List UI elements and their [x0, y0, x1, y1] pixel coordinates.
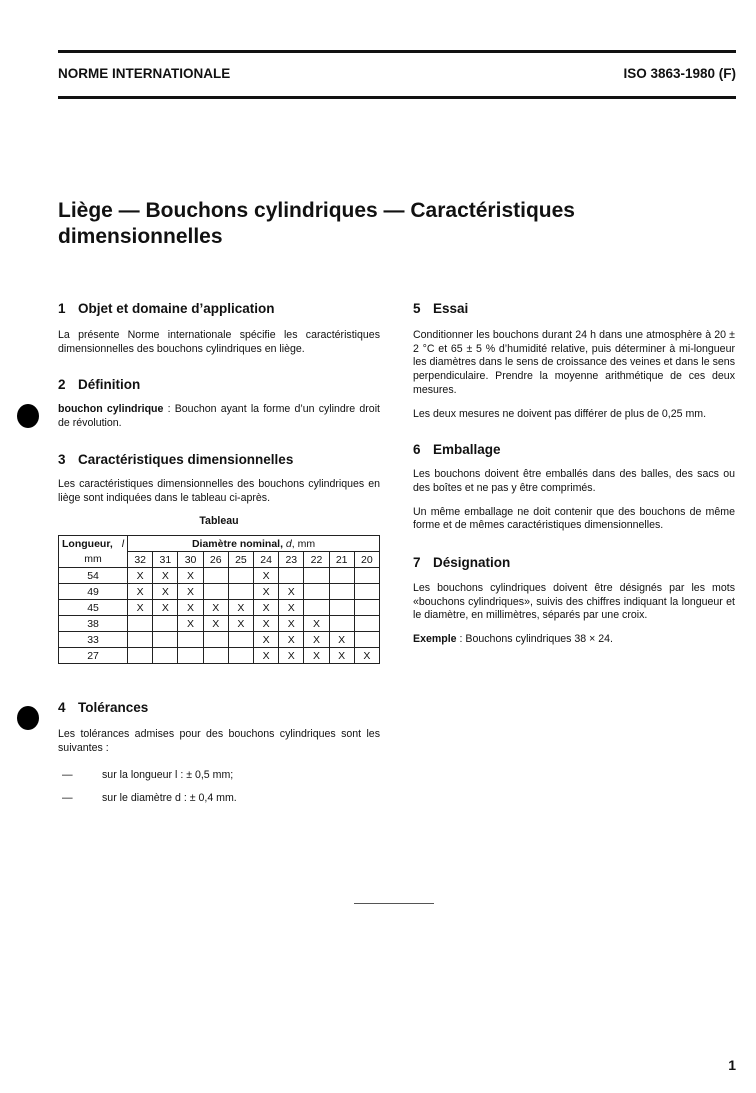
header-left: NORME INTERNATIONALE [58, 66, 231, 81]
table-cell [178, 648, 203, 664]
table-row [59, 584, 380, 600]
margin-dot-2 [17, 706, 39, 730]
length-cell: 54 [59, 568, 128, 584]
tolerance-diameter: — sur le diamètre d : ± 0,4 mm. [62, 792, 237, 805]
dimensions-table [58, 535, 380, 664]
table-cell: X [228, 600, 253, 616]
section-5-text-2: Les deux mesures ne doivent pas différer de plus de 0,25 mm. [413, 407, 707, 420]
table-cell: X [329, 648, 354, 664]
table-row [59, 600, 380, 616]
table-cell [354, 632, 379, 648]
section-4-heading: 4 Tolérances [58, 700, 149, 716]
table-cell: X [153, 568, 178, 584]
corner-header: Longueur, l [59, 536, 128, 552]
section-6-text-2: Un même emballage ne doit contenir que des bouchons de même forme et de mêmes caractéristiques dimensionnelles. [413, 505, 735, 532]
table-label: Tableau [199, 515, 239, 528]
section-2-heading: 2 Définition [58, 377, 141, 393]
table-cell: X [153, 584, 178, 600]
table-cell: X [178, 616, 203, 632]
table-cell [354, 568, 379, 584]
length-cell: 49 [59, 584, 128, 600]
top-rule [58, 50, 736, 53]
table-cell [329, 568, 354, 584]
table-row [59, 568, 380, 584]
table-cell [354, 600, 379, 616]
table-cell: X [178, 600, 203, 616]
table-cell [304, 584, 329, 600]
table-cell: X [128, 568, 153, 584]
table-cell: X [254, 616, 279, 632]
table-cell: X [254, 632, 279, 648]
table-cell [153, 648, 178, 664]
table-cell: X [178, 584, 203, 600]
section-3-heading: 3 Caractéristiques dimensionnelles [58, 451, 294, 467]
table-cell [178, 632, 203, 648]
header-rule [58, 96, 736, 99]
table-cell [279, 568, 304, 584]
table-cell: X [254, 584, 279, 600]
table-cell [304, 568, 329, 584]
table-row [59, 632, 380, 648]
table-cell: X [203, 600, 228, 616]
table-cell: X [279, 584, 304, 600]
table-cell [304, 600, 329, 616]
right-column [413, 301, 735, 647]
table-cell [354, 616, 379, 632]
section-3-text: Les caractéristiques dimensionnelles des bouchons cylindriques en liège sont indiquées dans le tableau ci-après. [58, 477, 380, 504]
table-cell: X [228, 616, 253, 632]
table-cell [228, 584, 253, 600]
table-cell [203, 568, 228, 584]
length-cell: 33 [59, 632, 128, 648]
table-cell [228, 568, 253, 584]
tolerance-length: — sur la longueur l : ± 0,5 mm; [62, 768, 234, 781]
table-cell [203, 648, 228, 664]
section-5-text-1: Conditionner les bouchons durant 24 h dans une atmosphère à 20 ± 2 °C et 65 ± 5 % d’humidité relative, puis déterminer à mi-longueur les diamètres dans le sens de croissance des veines et dans le sens perpendiculaire. Prendre la moyenne arithmétique de ces deux mesures. [413, 329, 735, 396]
section-7-text: Les bouchons cylindriques doivent être désignés par les mots «bouchons cylindriques», suivis des chiffres indiquant la longueur et le diamètre, en millimètres, séparés par une croix. [413, 582, 735, 622]
end-rule [354, 903, 434, 904]
table-cell: X [153, 600, 178, 616]
table-cell: X [203, 616, 228, 632]
diameter-header-cell: 24 [254, 552, 279, 568]
section-4-text: Les tolérances admises pour des bouchons cylindriques sont les suivantes : [58, 728, 380, 754]
page-number: 1 [728, 1057, 736, 1073]
table-cell [153, 616, 178, 632]
diameter-header-cell: 23 [279, 552, 304, 568]
table-cell: X [128, 600, 153, 616]
table-cell: X [254, 600, 279, 616]
table-cell [203, 584, 228, 600]
definition-term: bouchon cylindrique [58, 403, 164, 416]
table-cell: X [254, 568, 279, 584]
header-right: ISO 3863-1980 (F) [623, 66, 736, 81]
table-cell [128, 616, 153, 632]
diameter-header-cell: 21 [329, 552, 354, 568]
table-cell: X [304, 632, 329, 648]
section-5-heading: 5 Essai [413, 301, 469, 316]
page-title [58, 198, 575, 250]
table-cell [228, 648, 253, 664]
diameter-header-cell: 26 [203, 552, 228, 568]
table-cell: X [279, 600, 304, 616]
section-2-text: bouchon cylindrique : Bouchon ayant la forme d’un cylindre droit de révolution. [58, 403, 380, 430]
table-cell: X [279, 632, 304, 648]
table-cell [228, 632, 253, 648]
section-1-text: La présente Norme internationale spécifie les caractéristiques dimensionnelles des bouchons cylindriques en liège. [58, 329, 380, 355]
diameter-group-header: Diamètre nominal, d, mm [128, 536, 380, 552]
table-cell: X [329, 632, 354, 648]
margin-dot-1 [17, 404, 39, 428]
section-1-heading: 1 Objet et domaine d’application [58, 301, 275, 316]
length-cell: 27 [59, 648, 128, 664]
diameter-header-cell: 32 [128, 552, 153, 568]
left-column [58, 301, 380, 806]
table-cell [329, 600, 354, 616]
table-cell: X [254, 648, 279, 664]
section-6-heading: 6 Emballage [413, 442, 501, 458]
title-line-2: dimensionnelles [58, 225, 223, 248]
table-cell [354, 584, 379, 600]
table-cell: X [178, 568, 203, 584]
table-cell: X [354, 648, 379, 664]
length-cell: 45 [59, 600, 128, 616]
corner-unit: mm [59, 552, 128, 568]
table-cell [153, 632, 178, 648]
table-cell [128, 648, 153, 664]
table-cell [128, 632, 153, 648]
diameter-header-cell: 22 [304, 552, 329, 568]
diameter-header-cell: 30 [178, 552, 203, 568]
table-cell: X [279, 616, 304, 632]
designation-example: Exemple : Bouchons cylindriques 38 × 24. [413, 633, 613, 646]
section-7-heading: 7 Désignation [413, 555, 511, 571]
table-cell: X [128, 584, 153, 600]
table-cell: X [304, 648, 329, 664]
table-cell: X [279, 648, 304, 664]
table-row [59, 648, 380, 664]
table-cell [203, 632, 228, 648]
diameter-header-cell: 20 [354, 552, 379, 568]
table-row [59, 616, 380, 632]
table-cell: X [304, 616, 329, 632]
section-6-text-1: Les bouchons doivent être emballés dans des balles, des sacs ou des boîtes et ne pas y être comprimés. [413, 468, 735, 494]
table-cell [329, 616, 354, 632]
table-cell [329, 584, 354, 600]
diameter-header-cell: 25 [228, 552, 253, 568]
title-line-1: Liège — Bouchons cylindriques — Caractéristiques [58, 199, 575, 222]
diameter-header-cell: 31 [153, 552, 178, 568]
length-cell: 38 [59, 616, 128, 632]
